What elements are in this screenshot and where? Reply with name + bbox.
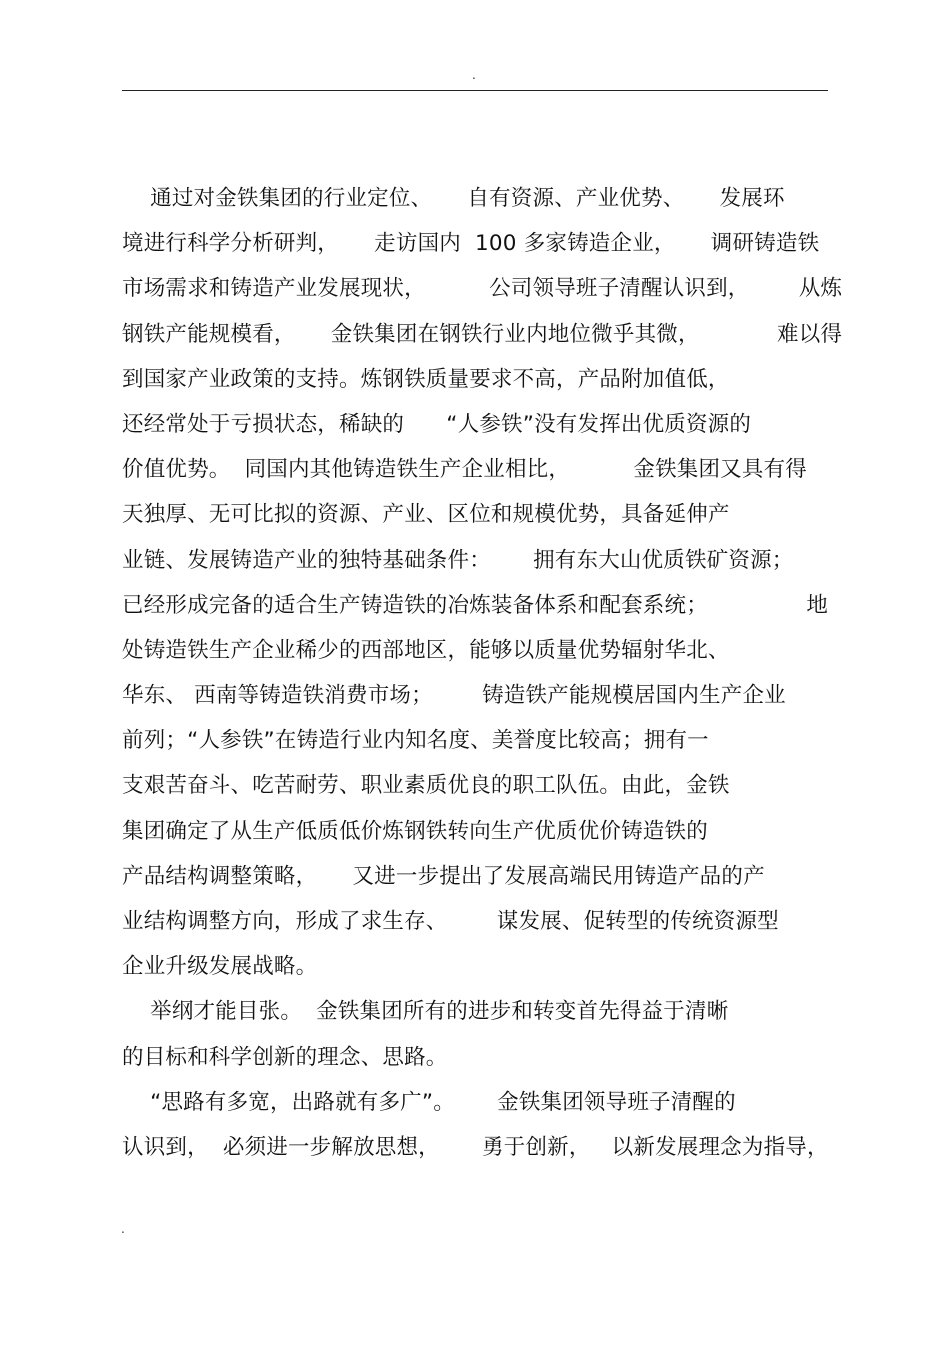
text-line: 业链、发展铸造产业的独特基础条件： 拥有东大山优质铁矿资源；	[122, 547, 794, 573]
text-line: 认识到， 必须进一步解放思想， 勇于创新， 以新发展理念为指导，	[122, 1134, 829, 1160]
text-line: 通过对金铁集团的行业定位、 自有资源、产业优势、 发展环	[122, 186, 785, 211]
text-line: 境进行科学分析研判， 走访国内 100 多家铸造企业， 调研铸造铁	[122, 231, 820, 257]
text-line: 价值优势。 同国内其他铸造铁生产企业相比， 金铁集团又具有得	[122, 457, 807, 483]
text-line: 集团确定了从生产低质低价炼钢铁转向生产优质优价铸造铁的	[122, 818, 708, 844]
text-line: 的目标和科学创新的理念、思路。	[122, 1044, 448, 1070]
text-line: 支艰苦奋斗、吃苦耐劳、职业素质优良的职工队伍。由此，金铁	[122, 773, 730, 799]
header-rule	[122, 90, 828, 91]
text-line: 前列；“人参铁”在铸造行业内知名度、美誉度比较高；拥有一	[122, 728, 709, 754]
footer-mark: .	[121, 1222, 125, 1236]
text-line: 处铸造铁生产企业稀少的西部地区，能够以质量优势辐射华北、	[122, 637, 730, 663]
text-line: 到国家产业政策的支持。炼钢铁质量要求不高，产品附加值低，	[122, 366, 730, 392]
text-line: 华东、 西南等铸造铁消费市场； 铸造铁产能规模居国内生产企业	[122, 683, 786, 709]
text-line: 钢铁产能规模看， 金铁集团在钢铁行业内地位微乎其微， 难以得	[122, 321, 843, 347]
text-line: 已经形成完备的适合生产铸造铁的冶炼装备体系和配套系统； 地	[122, 592, 829, 618]
text-line: 市场需求和铸造产业发展现状， 公司领导班子清醒认识到， 从炼	[122, 276, 843, 302]
text-line: 业结构调整方向，形成了求生存、 谋发展、促转型的传统资源型	[122, 909, 779, 934]
text-line: “思路有多宽，出路就有多广”。 金铁集团领导班子清醒的	[122, 1089, 736, 1115]
text-line: 企业升级发展战略。	[122, 954, 318, 980]
body-text	[122, 176, 843, 1170]
text-line: 产品结构调整策略， 又进一步提出了发展高端民用铸造产品的产	[122, 863, 765, 889]
text-line: 还经常处于亏损状态，稀缺的 “人参铁”没有发挥出优质资源的	[122, 411, 752, 437]
header-mark: .	[472, 68, 476, 82]
text-line: 天独厚、无可比拟的资源、产业、区位和规模优势，具备延伸产	[122, 502, 730, 528]
text-line: 举纲才能目张。 金铁集团所有的进步和转变首先得益于清晰	[122, 999, 729, 1025]
